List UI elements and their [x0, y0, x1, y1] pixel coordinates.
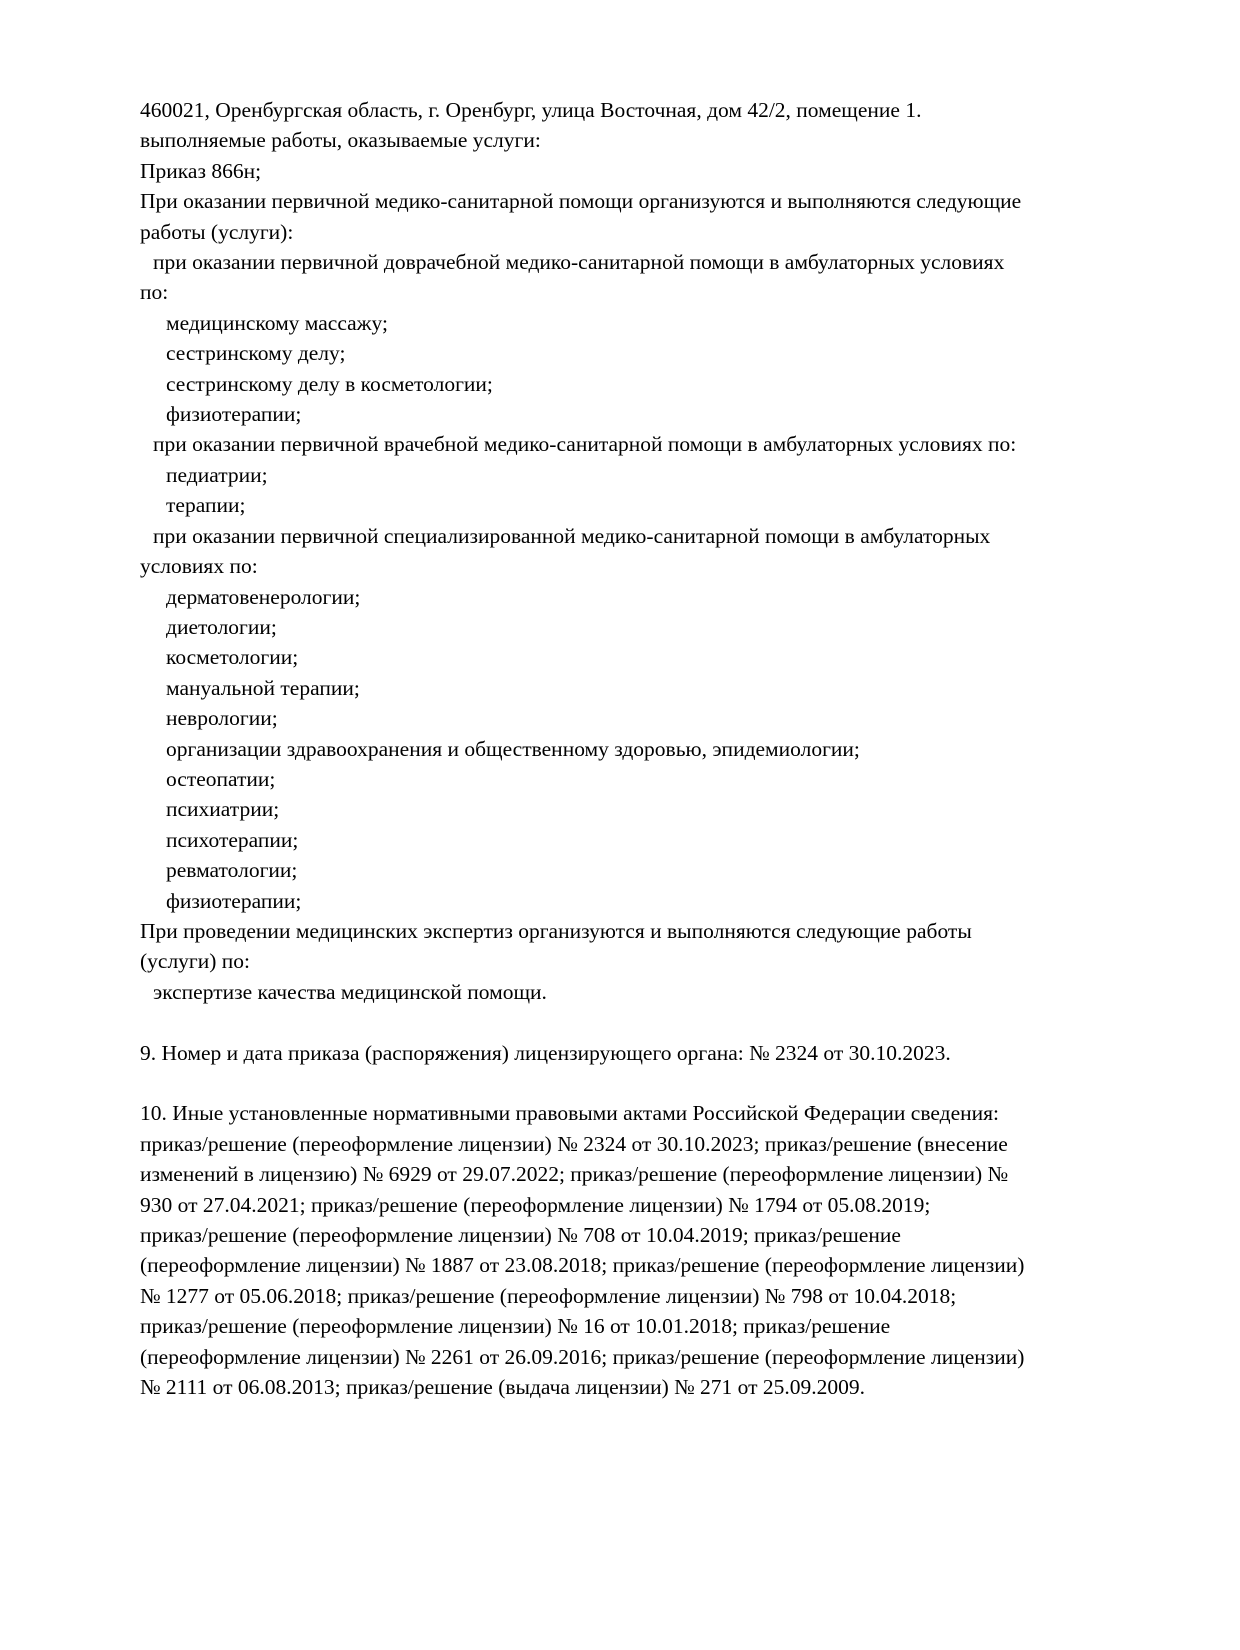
text-line: (переоформление лицензии) № 1887 от 23.08.2018; приказ/решение (переоформление лицензии)	[140, 1253, 1025, 1278]
text-line: дерматовенерологии;	[166, 584, 361, 609]
text-line: 10. Иные установленные нормативными правовыми актами Российской Федерации сведения:	[140, 1101, 999, 1126]
text-line: Приказ 866н;	[140, 158, 262, 183]
text-line: № 1277 от 05.06.2018; приказ/решение (переоформление лицензии) № 798 от 10.04.2018;	[140, 1283, 957, 1308]
text-line: педиатрии;	[166, 462, 268, 487]
text-line: ревматологии;	[166, 858, 298, 883]
text-line: психотерапии;	[166, 827, 299, 852]
text-line: экспертизе качества медицинской помощи.	[153, 979, 547, 1004]
text-line: медицинскому массажу;	[166, 310, 388, 335]
text-line: работы (услуги):	[140, 219, 294, 244]
text-line: косметологии;	[166, 645, 299, 670]
text-line: условиях по:	[140, 554, 258, 579]
blank-line	[140, 1007, 1120, 1037]
blank-line	[140, 1068, 1120, 1098]
text-line: при оказании первичной доврачебной медико-санитарной помощи в амбулаторных условиях	[153, 250, 1005, 275]
text-line: (переоформление лицензии) № 2261 от 26.09.2016; приказ/решение (переоформление лицензии)	[140, 1344, 1025, 1369]
text-line: При оказании первичной медико-санитарной помощи организуются и выполняются следующие	[140, 189, 1022, 214]
text-line: приказ/решение (переоформление лицензии) № 708 от 10.04.2019; приказ/решение	[140, 1223, 901, 1248]
text-line: мануальной терапии;	[166, 675, 360, 700]
text-line: неврологии;	[166, 706, 278, 731]
text-line: по:	[140, 280, 169, 305]
text-line: приказ/решение (переоформление лицензии) № 16 от 10.01.2018; приказ/решение	[140, 1314, 891, 1339]
text-line: при оказании первичной врачебной медико-санитарной помощи в амбулаторных условиях по:	[153, 432, 1017, 457]
text-line: физиотерапии;	[166, 402, 302, 427]
text-line: терапии;	[166, 493, 246, 518]
text-line: сестринскому делу в косметологии;	[166, 371, 493, 396]
text-line: при оказании первичной специализированной медико-санитарной помощи в амбулаторных	[153, 523, 991, 548]
text-line: (услуги) по:	[140, 949, 251, 974]
text-line: 460021, Оренбургская область, г. Оренбург, улица Восточная, дом 42/2, помещение 1.	[140, 98, 922, 122]
text-line: психиатрии;	[166, 797, 280, 822]
text-line: При проведении медицинских экспертиз организуются и выполняются следующие работы	[140, 918, 972, 943]
text-line: № 2111 от 06.08.2013; приказ/решение (выдача лицензии) № 271 от 25.09.2009.	[140, 1375, 866, 1400]
text-line: выполняемые работы, оказываемые услуги:	[140, 128, 541, 153]
text-line: сестринскому делу;	[166, 341, 346, 366]
text-line: приказ/решение (переоформление лицензии) № 2324 от 30.10.2023; приказ/решение (внесение	[140, 1131, 1008, 1156]
text-line: организации здравоохранения и общественному здоровью, эпидемиологии;	[166, 736, 860, 761]
text-line: диетологии;	[166, 614, 277, 639]
text-line: остеопатии;	[166, 766, 276, 791]
text-line: физиотерапии;	[166, 888, 302, 913]
document-lines	[140, 95, 1120, 1402]
text-line: 930 от 27.04.2021; приказ/решение (переоформление лицензии) № 1794 от 05.08.2019;	[140, 1192, 931, 1217]
text-line: 9. Номер и дата приказа (распоряжения) лицензирующего органа: № 2324 от 30.10.2023.	[140, 1040, 951, 1065]
text-line: изменений в лицензию) № 6929 от 29.07.2022; приказ/решение (переоформление лицензии) №	[140, 1162, 1009, 1187]
